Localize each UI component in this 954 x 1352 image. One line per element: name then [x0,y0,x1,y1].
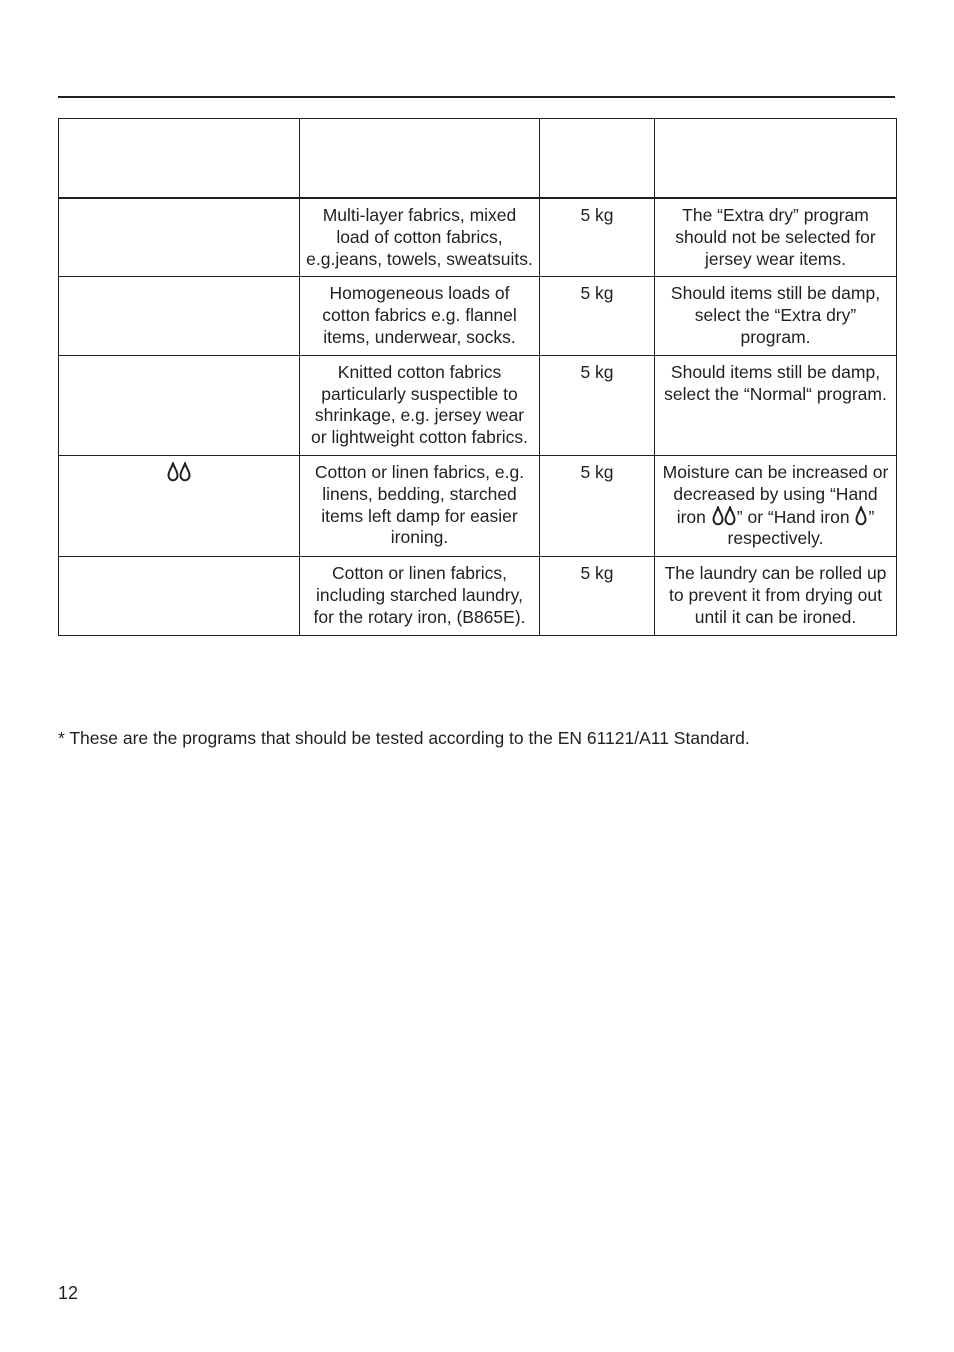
load-cell: 5 kg [540,355,655,455]
load-cell: 5 kg [540,455,655,556]
footnote: * These are the programs that should be tested according to the EN 61121/A11 Standard. [58,728,750,748]
program-cell [59,557,300,635]
notes-text-3: ” respectively. [727,506,875,549]
program-cell [59,198,300,277]
fabric-cell: Multi-layer fabrics, mixed load of cotton fabrics, e.g.jeans, towels, sweatsuits. [300,198,540,277]
table-header-row [59,119,897,199]
header-program [59,119,300,199]
header-notes [655,119,897,199]
table-row [59,277,897,355]
table-row [59,455,897,556]
fabric-cell: Cotton or linen fabrics, e.g. linens, bedding, starched items left damp for easier ironing. [300,455,540,556]
fabric-cell: Homogeneous loads of cotton fabrics e.g. flannel items, underwear, socks. [300,277,540,355]
notes-cell [655,455,897,556]
page-number: 12 [58,1283,79,1303]
notes-cell: The “Extra dry” program should not be selected for jersey wear items. [655,198,897,277]
double-droplet-icon [711,506,737,526]
notes-cell: Should items still be damp, select the “Extra dry” program. [655,277,897,355]
fabric-cell: Cotton or linen fabrics, including starched laundry, for the rotary iron, (B865E). [300,557,540,635]
program-cell [59,277,300,355]
double-droplet-icon [166,462,192,482]
program-cell [59,355,300,455]
notes-cell: Should items still be damp, select the “Normal“ program. [655,355,897,455]
table-row [59,198,897,277]
program-table [58,118,897,636]
table-row [59,355,897,455]
load-cell: 5 kg [540,557,655,635]
header-rule [58,96,895,98]
program-cell [59,455,300,556]
table-row [59,557,897,635]
load-cell: 5 kg [540,198,655,277]
notes-cell: The laundry can be rolled up to prevent it from drying out until it can be ironed. [655,557,897,635]
single-droplet-icon [854,506,868,526]
header-fabric [300,119,540,199]
notes-text-2: ” or “Hand iron [736,506,855,527]
notes-text-1: Moisture can be increased or decreased by using “Hand iron [662,461,889,527]
fabric-cell: Knitted cotton fabrics particularly suspectible to shrinkage, e.g. jersey wear or lightweight cotton fabrics. [300,355,540,455]
load-cell: 5 kg [540,277,655,355]
header-load [540,119,655,199]
